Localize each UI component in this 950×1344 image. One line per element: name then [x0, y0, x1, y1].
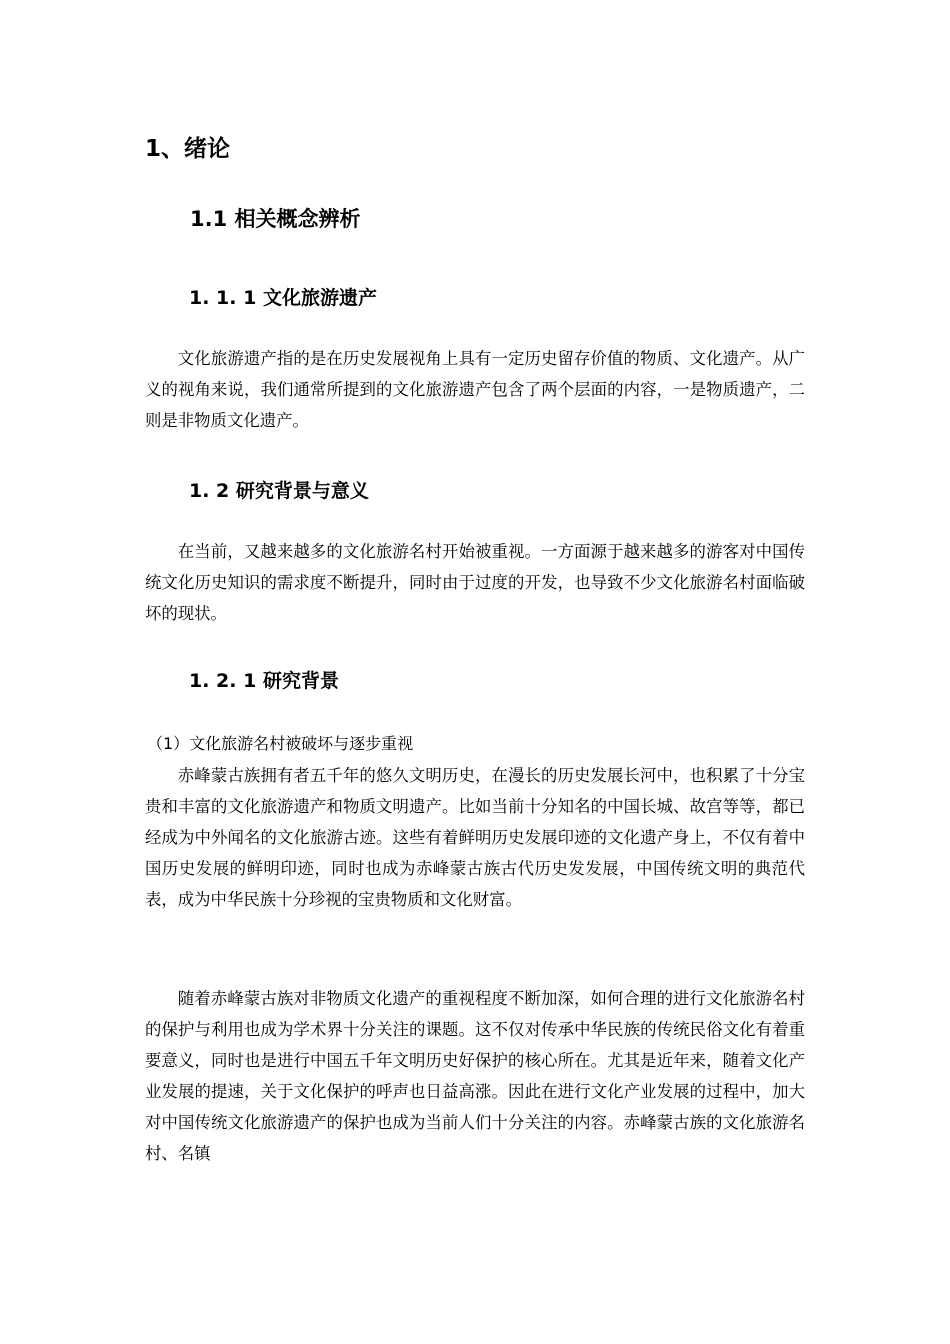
subsection-heading-1-1-1: 1. 1. 1 文化旅游遗产 — [189, 287, 377, 309]
paragraph-cultural-heritage: 文化旅游遗产指的是在历史发展视角上具有一定历史留存价值的物质、文化遗产。从广义的视角来说，我们通常所提到的文化旅游遗产包含了两个层面的内容，一是物质遗产，二则是非物质文化遗产。 — [145, 349, 805, 430]
paragraph-background-2: 随着赤峰蒙古族对非物质文化遗产的重视程度不断加深，如何合理的进行文化旅游名村的保护与利用也成为学术界十分关注的课题。这不仅对传承中华民族的传统民俗文化有着重要意义，同时也是进行中国五千年文明历史好保护的核心所在。尤其是近年来，随着文化产业发展的提速，关于文化保护的呼声也日益高涨。因此在进行文化产业发展的过程中，加大对中国传统文化旅游遗产的保护也成为当前人们十分关注的内容。赤峰蒙古族的文化旅游名村、名镇 — [145, 989, 805, 1163]
paragraph-research-background-intro: 在当前，又越来越多的文化旅游名村开始被重视。一方面源于越来越多的游客对中国传统文化历史知识的需求度不断提升，同时由于过度的开发，也导致不少文化旅游名村面临破坏的现状。 — [145, 542, 805, 623]
paragraph-background-1: 赤峰蒙古族拥有者五千年的悠久文明历史，在漫长的历史发展长河中，也积累了十分宝贵和丰富的文化旅游遗产和物质文明遗产。比如当前十分知名的中国长城、故宫等等，都已经成为中外闻名的文化旅游古迹。这些有着鲜明历史发展印迹的文化遗产身上，不仅有着中国历史发展的鲜明印迹，同时也成为赤峰蒙古族古代历史发发展，中国传统文明的典范代表，成为中华民族十分珍视的宝贵物质和文化财富。 — [145, 766, 805, 909]
section-heading-1-1: 1.1 相关概念辨析 — [190, 207, 361, 231]
section-heading-1-2: 1. 2 研究背景与意义 — [189, 480, 369, 502]
subsection-heading-1-2-1: 1. 2. 1 研究背景 — [189, 670, 339, 692]
subheading-villages-damaged: （1）文化旅游名村被破坏与逐步重视 — [147, 734, 414, 753]
chapter-heading: 1、绪论 — [145, 136, 231, 162]
